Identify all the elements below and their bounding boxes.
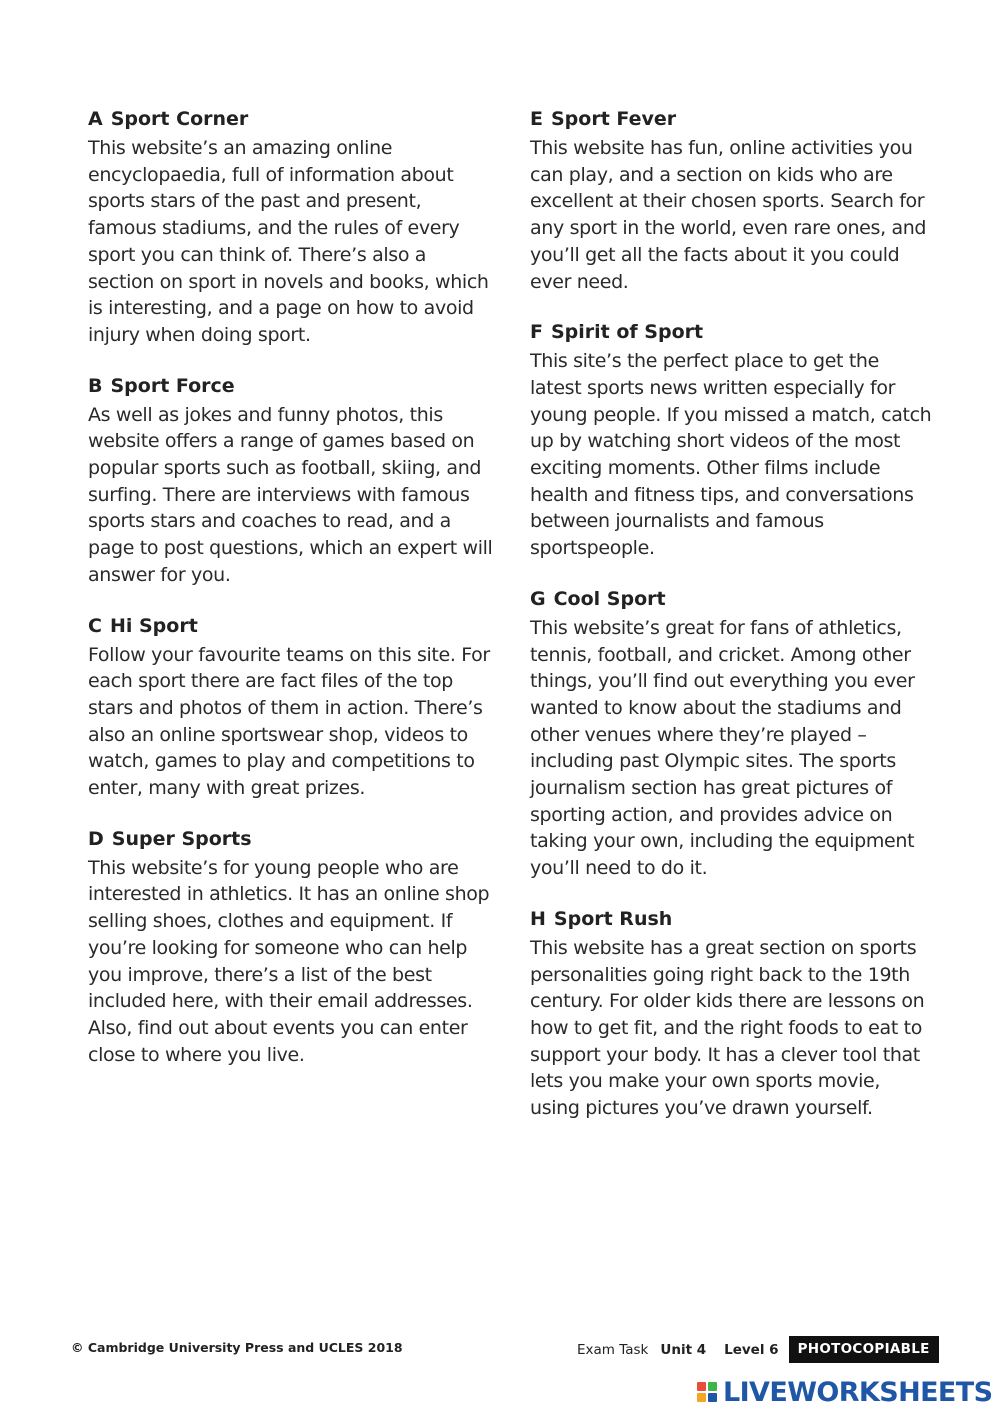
website-entry-h: [530, 904, 935, 1122]
entry-description: This website’s an amazing online encyclopaedia, full of information about sports stars of the past and present, famous stadiums, and the rules of every sport you can think of. There’s also a section on sport in novels and books, which is interesting, and a page on how to avoid injury when doing sport.: [88, 137, 489, 346]
liveworksheets-wordmark: LIVEWORKSHEETS: [723, 1376, 993, 1408]
liveworksheets-logo[interactable]: [697, 1378, 992, 1406]
entry-letter: D: [88, 827, 104, 850]
unit-label: Unit 4: [660, 1341, 707, 1358]
entry-title: Sport Fever: [550, 108, 677, 130]
logo-square-icon: [708, 1382, 717, 1391]
website-entry-d: [88, 824, 493, 1069]
entry-heading: [88, 371, 493, 401]
entry-letter: H: [530, 907, 546, 930]
entry-letter: A: [88, 108, 103, 130]
entry-title: Sport Force: [110, 374, 235, 397]
entry-description: This site’s the perfect place to get the latest sports news written especially for young people. If you missed a match, catch up by watching short videos of the most exciting moments. Other films include health and fitness tips, and conversations between journalists and famous sportspeople.: [530, 350, 932, 560]
entry-description: As well as jokes and funny photos, this website offers a range of games based on popular sports such as football, skiing, and surfing. There are interviews with famous sports stars and coaches to read, and a page to post questions, which an expert will answer for you.: [88, 403, 493, 586]
entry-heading: [530, 104, 935, 134]
exam-task-label: Exam Task: [577, 1341, 649, 1358]
entry-title: Hi Sport: [109, 614, 198, 637]
entry-letter: F: [530, 321, 543, 344]
entry-description: This website’s for young people who are interested in athletics. It has an online shop selling shoes, clothes and equipment. If you’re looking for someone who can help you improve, there’s a list of the best included here, with their email addresses. Also, find out about events you can enter close to where you live.: [88, 856, 490, 1066]
photocopiable-badge: PHOTOCOPIABLE: [789, 1336, 939, 1363]
logo-square-icon: [708, 1393, 717, 1402]
website-entry-e: [530, 104, 935, 295]
entry-description: This website has fun, online activities you can play, and a section on kids who are excellent at their chosen sports. Search for any sport in the world, even rare ones, and you’ll get all the facts about it you could ever need.: [530, 137, 927, 293]
entry-description: This website’s great for fans of athletics, tennis, football, and cricket. Among other things, you’ll find out everything you ever wanted to know about the stadiums and other venues where they’re played – including past Olympic sites. The sports journalism section has great pictures of sporting action, and provides advice on taking your own, including the equipment you’ll need to do it.: [530, 616, 915, 880]
level-label: Level 6: [724, 1341, 779, 1358]
entry-title: Sport Corner: [110, 108, 249, 130]
liveworksheets-logo-icon: [697, 1382, 717, 1402]
website-entry-c: [88, 611, 493, 802]
entry-description: This website has a great section on sports personalities going right back to the 19th century. For older kids there are lessons on how to get fit, and the right foods to eat to support your body. It has a clever tool that lets you make your own sports movie, using pictures you’ve drawn yourself.: [530, 936, 925, 1120]
website-entry-a: [88, 104, 493, 349]
entry-title: Spirit of Sport: [550, 321, 704, 344]
entry-letter: C: [88, 614, 102, 637]
website-entry-f: [530, 317, 935, 562]
entry-letter: G: [530, 587, 546, 610]
entry-description: Follow your favourite teams on this site. For each sport there are fact files of the top stars and photos of them in action. There’s also an online sportswear shop, videos to watch, games to play and competitions to enter, many with great prizes.: [88, 643, 490, 800]
logo-square-icon: [697, 1382, 706, 1391]
entry-letter: B: [88, 374, 103, 397]
entry-heading: [530, 904, 935, 934]
right-column: [530, 104, 935, 1144]
entry-heading: [88, 611, 493, 641]
entry-heading: [530, 584, 935, 614]
entry-title: Sport Rush: [553, 907, 673, 930]
logo-square-icon: [697, 1393, 706, 1402]
website-entry-b: [88, 371, 493, 589]
entry-heading: [88, 104, 493, 134]
copyright-notice: © Cambridge University Press and UCLES 2018: [71, 1340, 403, 1355]
website-entry-g: [530, 584, 935, 882]
entry-title: Cool Sport: [553, 587, 666, 610]
entry-letter: E: [530, 108, 543, 130]
entry-heading: [530, 317, 935, 347]
entry-title: Super Sports: [111, 827, 252, 850]
left-column: [88, 104, 493, 1090]
footer-meta: [577, 1336, 939, 1363]
entry-heading: [88, 824, 493, 854]
